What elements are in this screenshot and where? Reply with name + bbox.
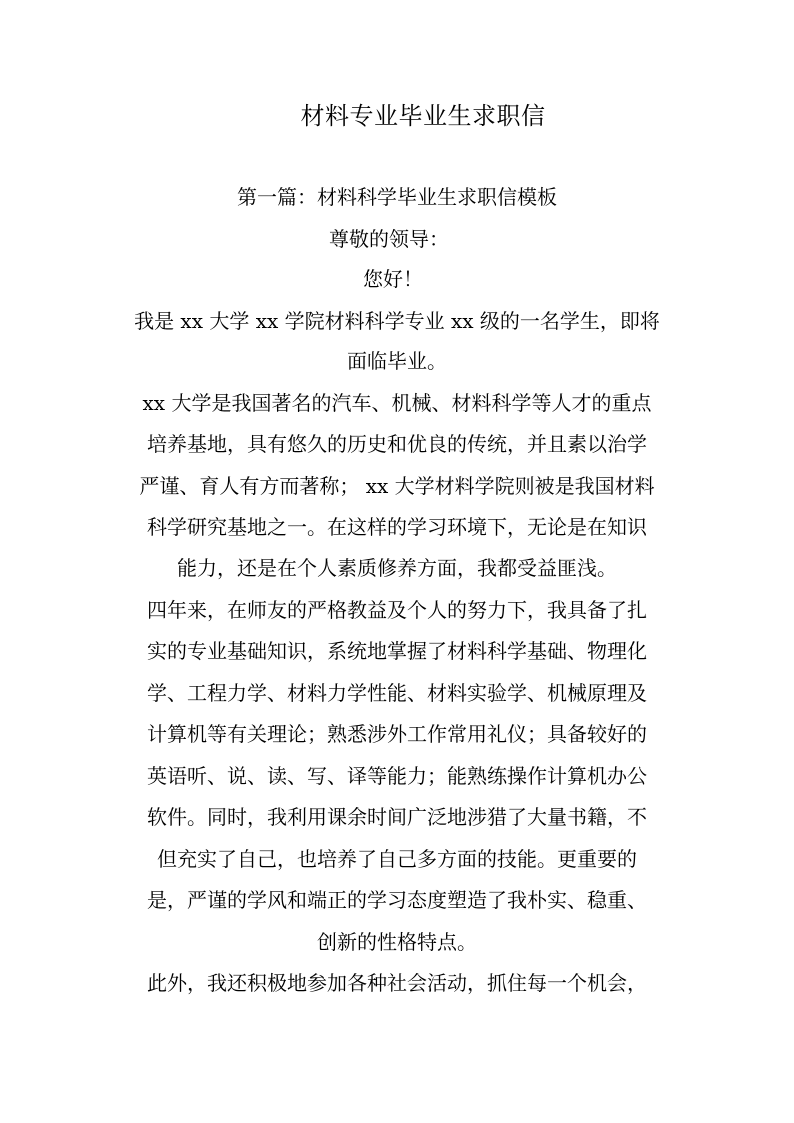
paragraph-line: 计算机等有关理论；熟悉涉外工作常用礼仪；具备较好的 xyxy=(147,722,647,746)
salutation: 尊敬的领导： xyxy=(329,227,449,251)
paragraph-line: 我是 xx 大学 xx 学院材料科学专业 xx 级的一名学生，即将 xyxy=(134,309,660,333)
section-heading: 第一篇：材料科学毕业生求职信模板 xyxy=(237,185,557,209)
paragraph-line: 能力，还是在个人素质修养方面，我都受益匪浅。 xyxy=(177,556,617,580)
paragraph-line: 培养基地，具有悠久的历史和优良的传统，并且素以治学 xyxy=(147,432,647,456)
paragraph-line: 英语听、说、读、写、译等能力；能熟练操作计算机办公 xyxy=(147,764,647,788)
paragraph-line: 科学研究基地之一。在这样的学习环境下，无论是在知识 xyxy=(147,515,647,539)
paragraph-line: xx 大学是我国著名的汽车、机械、材料科学等人才的重点 xyxy=(142,391,652,415)
paragraph-line: 创新的性格特点。 xyxy=(317,930,477,954)
paragraph-line: 实的专业基础知识，系统地掌握了材料科学基础、物理化 xyxy=(147,639,647,663)
paragraph-line: 学、工程力学、材料力学性能、材料实验学、机械原理及 xyxy=(147,681,647,705)
paragraph-line: 此外，我还积极地参加各种社会活动，抓住每一个机会， xyxy=(147,971,647,995)
paragraph-line: 软件。同时，我利用课余时间广泛地涉猎了大量书籍，不 xyxy=(147,805,647,829)
document-title: 材料专业毕业生求职信 xyxy=(300,102,546,130)
paragraph-line: 四年来，在师友的严格教益及个人的努力下，我具备了扎 xyxy=(147,598,647,622)
paragraph-line: 严谨、育人有方而著称； xx 大学材料学院则被是我国材料 xyxy=(139,474,655,498)
paragraph-line: 是，严谨的学风和端正的学习态度塑造了我朴实、稳重、 xyxy=(147,888,647,912)
paragraph-line: 但充实了自己，也培养了自己多方面的技能。更重要的 xyxy=(157,847,637,871)
paragraph-line: 面临毕业。 xyxy=(347,349,447,373)
greeting: 您好！ xyxy=(363,267,423,291)
